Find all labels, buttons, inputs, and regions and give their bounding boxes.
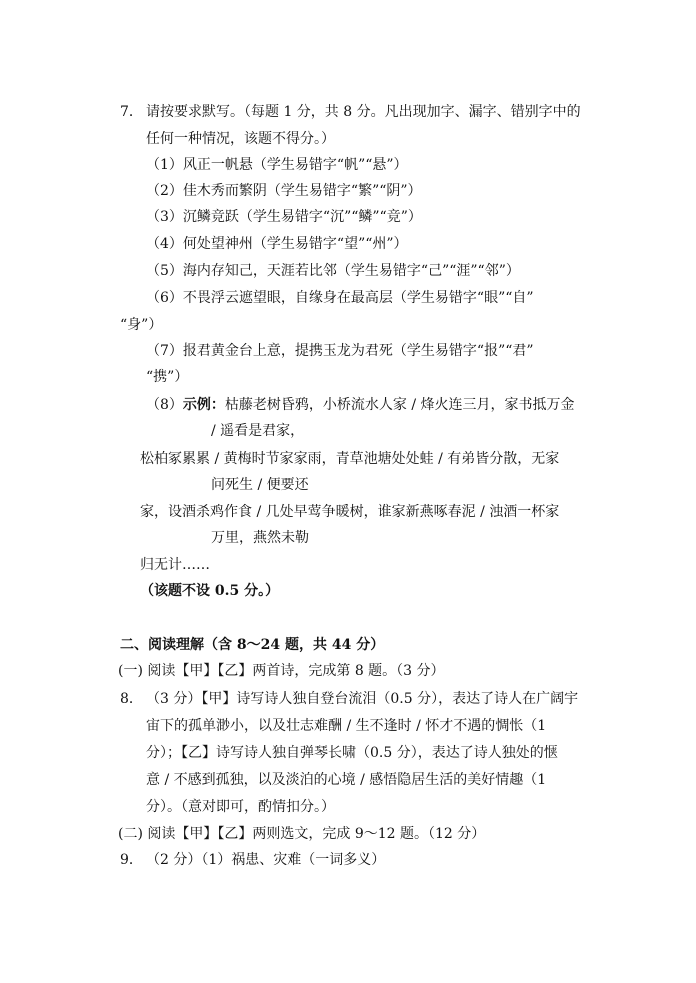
q7-answer-8-line-4: 问死生 / 便要还 — [211, 477, 309, 493]
q8-number: 8． — [120, 691, 143, 707]
q7-answer-2: （2）佳木秀而繁阴（学生易错字“繁”“阴”） — [146, 183, 422, 199]
q8-answer-line-1: （3 分）【甲】诗写诗人独自登台流泪（0.5 分），表达了诗人在广阔宇 — [146, 691, 579, 707]
reading-part-2-heading: (二) 阅读【甲】【乙】两则选文，完成 9～12 题。（12 分） — [118, 826, 486, 842]
q7-instruction: 请按要求默写。（每题 1 分，共 8 分。凡出现加字、漏字、错别字中的 — [146, 104, 581, 120]
q7-answer-6: （6）不畏浮云遮望眼，自缘身在最高层（学生易错字“眼”“自” — [146, 290, 534, 306]
q8-answer-line-4: 意 / 不感到孤独，以及淡泊的心境 / 感悟隐居生活的美好情趣（1 — [146, 772, 547, 788]
q7-answer-8-first-line — [146, 395, 575, 415]
q7-instruction-cont: 任何一种情况，该题不得分。） — [146, 131, 335, 147]
q7-answer-1: （1）风正一帆悬（学生易错字“帆”“悬”） — [146, 157, 408, 173]
q7-answer-8-label: 示例： — [182, 397, 225, 413]
reading-part-1-heading: (一) 阅读【甲】【乙】两首诗，完成第 8 题。（3 分） — [118, 663, 445, 679]
q7-number: 7． — [120, 104, 143, 120]
q7-answer-8-line-6: 万里，燕然未勒 — [211, 530, 309, 546]
q7-answer-4: （4）何处望神州（学生易错字“望”“州”） — [146, 236, 408, 252]
q8-answer-line-5: 分）。（意对即可，酌情扣分。） — [146, 799, 335, 815]
q7-answer-8-line-5: 家，设酒杀鸡作食 / 几处早莺争暖树，谁家新燕啄春泥 / 浊酒一杯家 — [140, 504, 560, 520]
q7-answer-8-prefix: （8） — [146, 397, 183, 413]
q7-answer-8-text: 枯藤老树昏鸦，小桥流水人家 / 烽火连三月，家书抵万金 — [224, 397, 575, 413]
section-heading-reading: 二、阅读理解（含 8～24 题，共 44 分） — [120, 637, 385, 653]
q7-answer-8-line-7: 归无计…… — [140, 557, 210, 573]
q8-answer-line-3: 分）；【乙】诗写诗人独自弹琴长啸（0.5 分），表达了诗人独处的惬 — [146, 745, 558, 761]
q8-answer-line-2: 宙下的孤单渺小，以及壮志难酬 / 生不逢时 / 怀才不遇的惆怅（1 — [146, 718, 547, 734]
q7-answer-6-cont: “身”） — [120, 317, 163, 333]
q7-answer-7-cont: “携”） — [146, 369, 189, 385]
q7-answer-8-line-3: 松柏冢累累 / 黄梅时节家家雨，青草池塘处处蛙 / 有弟皆分散，无家 — [140, 451, 560, 467]
q7-scoring-note: （该题不设 0.5 分。） — [140, 583, 280, 599]
q7-answer-7: （7）报君黄金台上意，提携玉龙为君死（学生易错字“报”“君” — [146, 343, 534, 359]
q7-answer-5: （5）海内存知己，天涯若比邻（学生易错字“己”“涯”“邻”） — [146, 263, 520, 279]
q7-answer-8-line-2: / 遥看是君家， — [211, 423, 305, 439]
q9-number: 9． — [120, 852, 143, 868]
q7-answer-3: （3）沉鳞竞跃（学生易错字“沉”“鳞”“竞”） — [146, 209, 422, 225]
q9-answer-line-1: （2 分）（1）祸患、灾难（一词多义） — [146, 852, 386, 868]
